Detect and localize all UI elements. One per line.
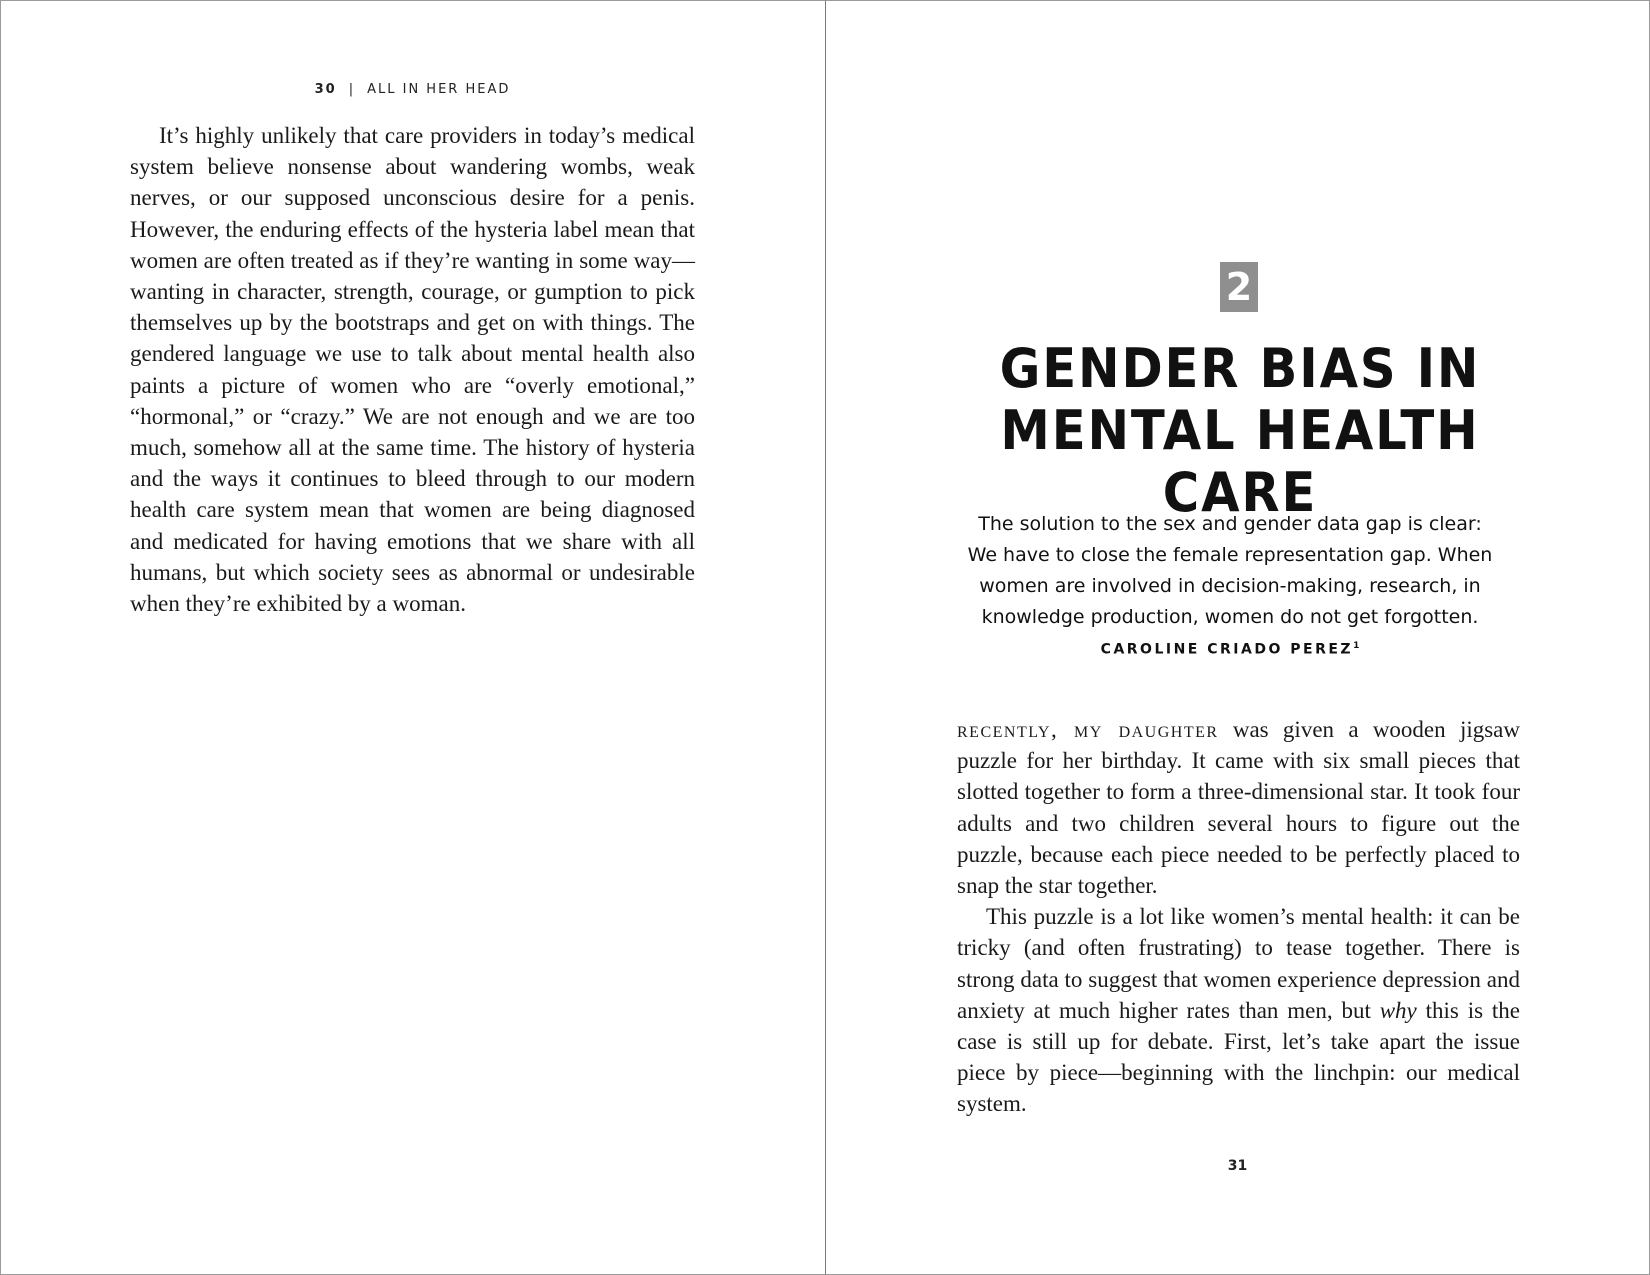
paragraph-text: This puzzle is a lot like women’s mental health: it can be tricky (and often frustrating) to tease together. There is strong data to suggest that women experience depression and anxiety at much higher rates than men, but (957, 904, 1520, 1023)
opening-smallcaps: recently, my daughter (957, 717, 1219, 742)
right-page-number: 31 (1227, 1158, 1248, 1174)
body-paragraph (957, 714, 1520, 901)
running-head-title: ALL IN HER HEAD (367, 82, 511, 97)
running-head-separator: | (348, 82, 356, 97)
chapter-title-line: GENDER BIAS IN (999, 337, 1481, 400)
left-page-number: 30 (314, 82, 337, 97)
body-paragraph (957, 901, 1520, 1119)
footnote-marker: 1 (1353, 641, 1360, 651)
epigraph-line: knowledge production, women do not get forgotten. (981, 606, 1479, 628)
emphasis-text: why (1379, 997, 1417, 1023)
epigraph-author: CAROLINE CRIADO PEREZ (1100, 641, 1354, 658)
epigraph-line: The solution to the sex and gender data gap is clear: (978, 513, 1482, 535)
epigraph-line: women are involved in decision-making, research, in (979, 575, 1481, 597)
left-page-body (130, 120, 695, 619)
chapter-title (927, 338, 1553, 524)
running-head (0, 82, 825, 97)
chapter-title-line: MENTAL HEALTH CARE (1000, 399, 1480, 524)
paragraph-text: this is the case is still up for debate. First, let’s take apart the issue piece by piece—beginning with the linchpin: our medical system. (957, 997, 1520, 1117)
epigraph-line: We have to close the female representation gap. When (967, 544, 1493, 566)
epigraph-attribution (1000, 641, 1460, 658)
body-paragraph: It’s highly unlikely that care providers in today’s medical system believe nonsense about wandering wombs, weak nerves, or our supposed unconscious desire for a penis. However, the enduring effects of the hysteria label mean that women are often treated as if they’re wanting in some way—wanting in character, strength, courage, or gumption to pick themselves up by the bootstraps and get on with things. The gendered language we use to talk about mental health also paints a picture of women who are “overly emotional,” “hormonal,” or “crazy.” We are not enough and we are too much, somehow all at the same time. The history of hysteria and the ways it continues to bleed through to our modern health care system mean that women are being diagnosed and medicated for having emotions that we share with all humans, but which society sees as abnormal or undesirable when they’re exhibited by a woman. (130, 123, 695, 617)
right-page-body (957, 714, 1520, 1120)
paragraph-text: was given a wooden jigsaw puzzle for her birthday. It came with six small pieces that slotted together to form a three-dimensional star. It took four adults and two children several hours to figure out the puzzle, because each piece needed to be perfectly placed to snap the star together. (957, 717, 1520, 899)
chapter-number-badge: 2 (1220, 262, 1258, 312)
epigraph (965, 509, 1495, 633)
